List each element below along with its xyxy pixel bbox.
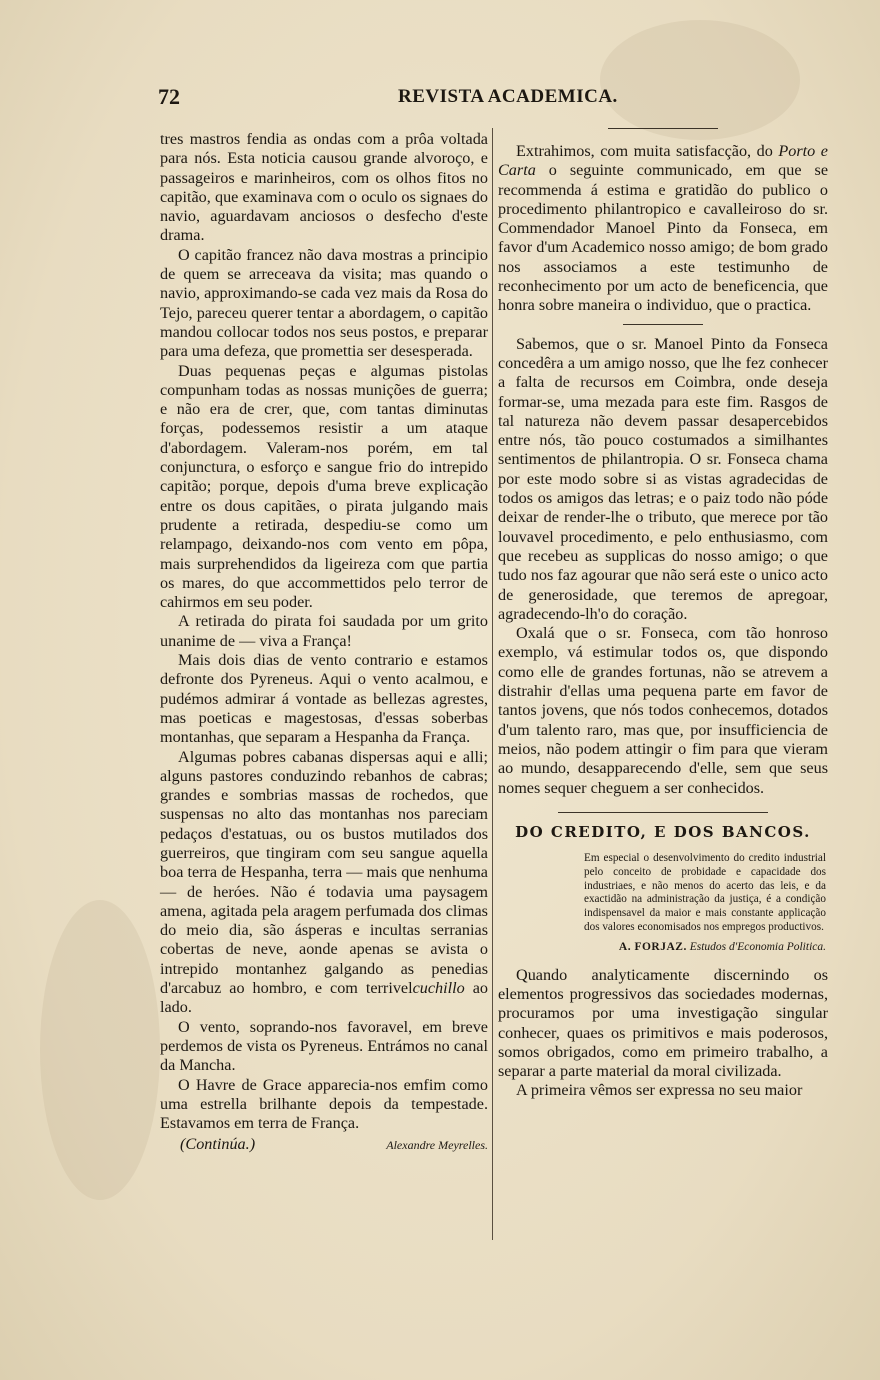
continua-note: (Continúa.) (180, 1135, 256, 1154)
newspaper-name: Porto e Carta (498, 142, 828, 180)
top-rule (608, 128, 718, 129)
author-signature: Alexandre Meyrelles. (386, 1138, 488, 1153)
journal-title: REVISTA ACADEMICA. (398, 86, 618, 107)
intro-text-rest: o seguinte communicado, em que se recommenda á estima e gratidão do publico o procedimento philantropico e cavalleiroso do sr. Commendador Manoel Pinto da Fonseca, em favor d'um Academico nosso amigo; de bom grado nos associamos a este testimunho de reconhecimento por um acto de beneficencia, que honra sobre maneira o individuo, que o practica. (498, 161, 828, 315)
separator-rule (623, 324, 703, 325)
paragraph: O Havre de Grace apparecia-nos emfim como uma estrella brilhante depois da tempestade. Estavamos em terra de França. (160, 1075, 488, 1133)
paragraph: tres mastros fendia as ondas com a prôa voltada para nós. Esta noticia causou grande alvoroço, e passageiros e marinheiros, com os olhos fitos no capitão, que examinava com o oculo os signaes do navio, aguardavam anciosos o desfecho d'este drama. (160, 130, 488, 245)
paragraph: O vento, soprando-nos favoravel, em breve perdemos de vista os Pyreneus. Entrámos no canal da Mancha. (160, 1017, 488, 1075)
epigraph: Em especial o desenvolvimento do credito industrial pelo conceito de probidade e capacidade dos industriaes, e não menos do acerto das leis, e da exactidão na administração da justiça, é a condição indispensavel da maior e mais constante applicação dos valores economisados nos empregos productivos. (584, 852, 826, 933)
paragraph: Oxalá que o sr. Fonseca, com tão honroso exemplo, vá estimular todos os, que dispondo como elle de grandes fortunas, não se atrevem a distrahir d'ellas uma pequena parte em favor de tantos jovens, que nós todos conhecemos, dotados d'um talento raro, mas que, por insufficiencia de meios, não podem attingir o fim para que vieram ao mundo, desapparecendo d'elle, sem que seus nomes sequer cheguem a ser conhecidos. (498, 624, 828, 797)
paragraph: A retirada do pirata foi saudada por um grito unanime de — viva a França! (160, 612, 488, 650)
intro-text: Extrahimos, com muita satisfacção, do (516, 142, 779, 160)
paragraph: Mais dois dias de vento contrario e estamos defronte dos Pyreneus. Aqui o vento acalmou, e pudémos admirar á vontade as bellezas agrestes, mas poeticas e magestosas, d'essas soberbas montanhas, que separam a Hespanha da França. (160, 651, 488, 747)
page-number: 72 (158, 84, 180, 109)
epigraph-source (498, 938, 826, 957)
epigraph-work: Estudos d'Economia Politica. (689, 941, 826, 954)
epigraph-author: A. FORJAZ. (618, 941, 687, 954)
paragraph: Duas pequenas peças e algumas pistolas compunham todas as nossas munições de guerra; e não era de crer, que, com tantas diminutas forças, podessemos resistir a um ataque d'abordagem. Valeram-nos porém, em tal conjunctura, o esforço e sangue frio do intrepido capitão; porque, depois d'uma breve explicação entre os dous capitães, o pirata julgando mais prudente a retirada, despediu-se como um relampago, deixando-nos com vento em pôpa, mais surprehendidos da ligeireza com que partia os mares, do que accommettidos pelo terror de cahirmos em seu poder. (160, 361, 488, 612)
paper-stain (40, 900, 160, 1200)
paragraph: Quando analyticamente discernindo os elementos progressivos das sociedades modernas, procuramos por uma investigação singular conhecer, quaes os primitivos e mais poderosos, somos obrigados, como em primeiro trabalho, a separar a parte material da moral civilizada. (498, 965, 828, 1081)
left-column (160, 130, 488, 1156)
paragraph-tail: ao lado. (160, 979, 488, 1017)
paragraph: O capitão francez não dava mostras a principio de quem se arreceava da visita; mas quando o navio, approximando-se cada vez mais da Rosa do Tejo, pareceu querer tentar a abordagem, o capitão mandou collocar todos nos seus postos, e preparar para uma defeza, que promettia ser desesperada. (160, 245, 488, 361)
paper-stain (600, 20, 800, 140)
column-divider (492, 128, 493, 1240)
paragraph-text: Algumas pobres cabanas dispersas aqui e alli; alguns pastores conduzindo rebanhos de cabras; grandes e sombrias massas de rochedos, que suspensas no alto das montanhas nos pareciam pedaços d'estatuas, ou os bustos mutilados dos guerreiros, que tingiram com seu sangue aquella boa terra de Hespanha, terra — mais que nenhuma — de heróes. Não é todavia uma paysagem amena, agitada pela aragem perfumada dos climas do meio dia, são ásperas e incultas serranias cobertas de neve, aonde apenas se avista o intrepido montanhez galgando as penedias d'arcabuz ao hombro, e com terrivel (160, 747, 488, 998)
running-head (158, 84, 828, 112)
paragraph (160, 748, 488, 1018)
section-rule (558, 812, 768, 813)
paragraph: Sabemos, que o sr. Manoel Pinto da Fonseca concedêra a um amigo nosso, que lhe fez conhecer a falta de recursos em Coimbra, onde deseja formar-se, uma mezada para este fim. Rasgos de tal natureza não devem passar desapercebidos entre nós, tão pouco costumados a similhantes sentimentos de philantropia. O sr. Fonseca chama por este modo sobre si as vistas agradecidas de todos os amigos das letras; e o paiz todo não póde deixar de render-lhe o tributo, que merece por tão louvavel procedimento, e pelo enthusiasmo, com que recebeu as supplicas do nosso amigo; o que tudo nos faz agourar que não será este o unico acto de generosidade, que teremos de apregoar, agradecendo-lh'o do coração. (498, 334, 828, 623)
paragraph: A primeira vêmos ser expressa no seu maior (516, 1081, 803, 1100)
section-title: DO CREDITO, E DOS BANCOS. (515, 822, 811, 841)
italic-word: cuchillo (412, 979, 465, 998)
intro-paragraph (498, 142, 828, 316)
right-column (498, 142, 828, 1101)
signature-line (160, 1135, 488, 1155)
